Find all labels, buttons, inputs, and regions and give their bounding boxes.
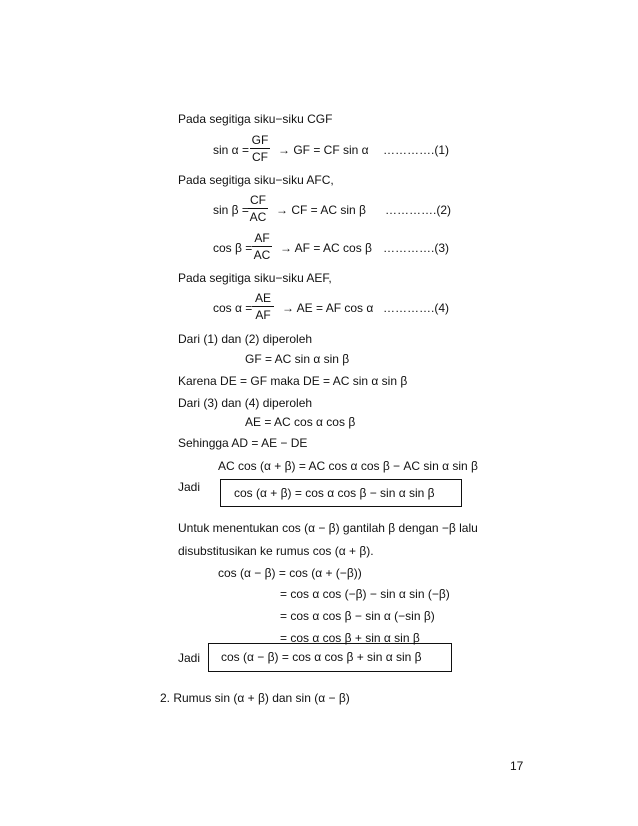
eq2-lhs: sin β = <box>213 203 249 217</box>
from-1-2: Dari (1) dan (2) diperoleh <box>178 332 313 346</box>
diff-line-3: = cos α cos β − sin α (−sin β) <box>280 609 435 623</box>
fraction-bar <box>248 208 268 209</box>
eq1-lhs: sin α = <box>213 143 249 157</box>
fraction-gf-cf <box>250 133 270 164</box>
eq3-ref: ………….(3) <box>383 241 449 255</box>
result-box-difference <box>208 643 452 672</box>
fraction-numerator: AE <box>254 291 271 305</box>
eq1-rhs: → GF = CF sin α <box>278 143 369 157</box>
fraction-denominator: CF <box>252 150 268 164</box>
fraction-denominator: AC <box>253 248 271 262</box>
expand-sum: AC cos (α + β) = AC cos α cos β − AC sin α sin β <box>218 459 478 473</box>
section-2-heading: 2. Rumus sin (α + β) dan sin (α − β) <box>160 691 350 705</box>
fraction-numerator: GF <box>251 133 269 147</box>
eq4-ref: ………….(4) <box>383 301 449 315</box>
jadi-label-2: Jadi <box>178 651 201 665</box>
fraction-af-ac <box>252 231 272 262</box>
fraction-bar <box>250 148 270 149</box>
untuk-line: Untuk menentukan cos (α − β) gantilah β dengan −β lalu <box>178 521 478 535</box>
gf-result: GF = AC sin α sin β <box>245 352 350 366</box>
jadi-label: Jadi <box>178 480 201 494</box>
fraction-cf-ac <box>248 193 268 224</box>
eq4-lhs: cos α = <box>213 301 253 315</box>
diff-line-2: = cos α cos (−β) − sin α sin (−β) <box>280 587 450 601</box>
fraction-ae-af <box>252 291 274 322</box>
disubs-line: disubstitusikan ke rumus cos (α + β). <box>178 544 374 558</box>
fraction-numerator: CF <box>250 193 266 207</box>
diff-line-4: = cos α cos β + sin α sin β <box>280 631 420 645</box>
sum-formula: cos (α + β) = cos α cos β − sin α sin β <box>234 486 435 500</box>
karena-line: Karena DE = GF maka DE = AC sin α sin β <box>178 374 408 388</box>
eq2-rhs: → CF = AC sin β <box>276 203 366 217</box>
fraction-bar <box>252 246 272 247</box>
from-3-4: Dari (3) dan (4) diperoleh <box>178 396 313 410</box>
diff-line-1: cos (α − β) = cos (α + (−β)) <box>218 566 362 580</box>
fraction-numerator: AF <box>254 231 270 245</box>
page-number: 17 <box>510 759 524 773</box>
heading-aef: Pada segitiga siku−siku AEF, <box>178 271 332 285</box>
eq4-rhs: → AE = AF cos α <box>282 301 374 315</box>
result-box-sum <box>220 479 462 507</box>
eq3-rhs: → AF = AC cos β <box>280 241 372 255</box>
fraction-denominator: AF <box>255 308 271 322</box>
sehingga-line: Sehingga AD = AE − DE <box>178 436 308 450</box>
heading-cgf: Pada segitiga siku−siku CGF <box>178 112 333 126</box>
fraction-bar <box>252 306 274 307</box>
fraction-denominator: AC <box>249 210 267 224</box>
heading-afc: Pada segitiga siku−siku AFC, <box>178 173 334 187</box>
ae-result: AE = AC cos α cos β <box>245 415 356 429</box>
eq3-lhs: cos β = <box>213 241 253 255</box>
eq1-ref: ………….(1) <box>383 143 449 157</box>
eq2-ref: ………….(2) <box>385 203 451 217</box>
difference-formula: cos (α − β) = cos α cos β + sin α sin β <box>221 650 422 664</box>
